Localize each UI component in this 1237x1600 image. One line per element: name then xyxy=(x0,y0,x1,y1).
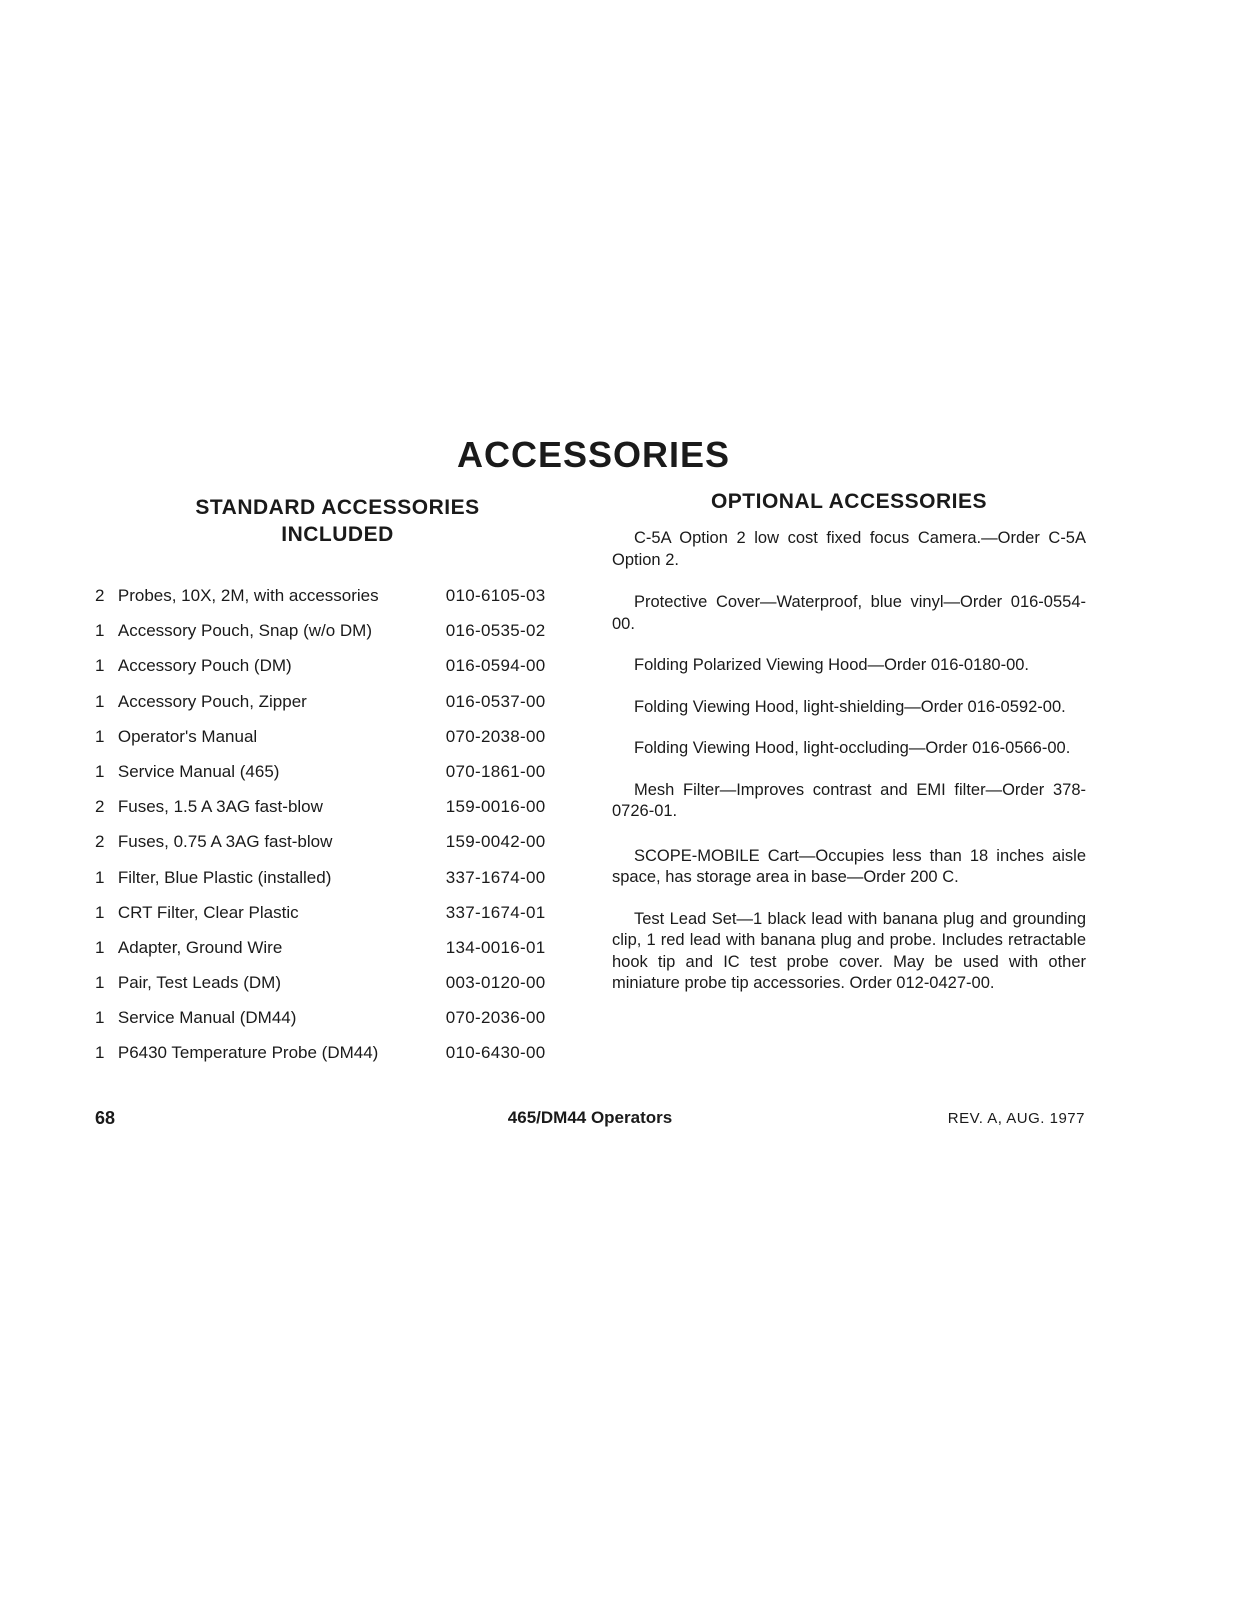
list-item xyxy=(95,1043,565,1078)
item-description: Accessory Pouch, Snap (w/o DM) xyxy=(117,621,373,641)
item-description: Fuses, 0.75 A 3AG fast-blow xyxy=(117,832,333,852)
list-item xyxy=(95,621,565,656)
list-item xyxy=(95,727,565,762)
item-part-number: 016-0535-02 xyxy=(445,621,546,641)
item-description: Fuses, 1.5 A 3AG fast-blow xyxy=(117,797,323,817)
item-quantity: 2 xyxy=(95,797,105,817)
list-item xyxy=(95,903,565,938)
item-part-number: 337-1674-01 xyxy=(445,902,546,922)
item-description: Adapter, Ground Wire xyxy=(117,937,283,957)
standard-accessories-list xyxy=(95,586,565,1079)
item-part-number: 070-2038-00 xyxy=(445,726,546,746)
item-quantity: 1 xyxy=(95,691,105,711)
item-part-number: 010-6105-03 xyxy=(445,586,546,605)
list-item xyxy=(95,797,565,832)
item-part-number: 159-0042-00 xyxy=(445,832,546,852)
list-item xyxy=(95,656,565,691)
list-item: SCOPE-MOBILE Cart—Occupies less than 18 inches aisle space, has storage area in base—Order 200 C. xyxy=(612,846,1086,886)
list-item xyxy=(95,586,565,621)
item-description: Probes, 10X, 2M, with accessories xyxy=(117,586,379,605)
item-part-number: 134-0016-01 xyxy=(445,937,546,957)
item-quantity: 1 xyxy=(95,1008,105,1028)
standard-heading-line2: INCLUDED xyxy=(281,523,394,546)
list-item: Protective Cover—Waterproof, blue vinyl—Order 016-0554-00. xyxy=(612,593,1086,633)
item-quantity: 2 xyxy=(95,586,105,605)
item-description: Service Manual (465) xyxy=(117,761,280,781)
item-quantity: 1 xyxy=(95,726,105,746)
list-item xyxy=(95,938,565,973)
list-item: Folding Viewing Hood, light-shielding—Order 016-0592-00. xyxy=(634,697,1066,716)
item-description: Accessory Pouch, Zipper xyxy=(117,691,307,711)
page-title: ACCESSORIES xyxy=(456,434,731,475)
item-description: Pair, Test Leads (DM) xyxy=(117,973,281,993)
list-item xyxy=(95,832,565,867)
item-quantity: 1 xyxy=(95,973,105,993)
item-part-number: 003-0120-00 xyxy=(445,973,546,993)
item-part-number: 016-0537-00 xyxy=(445,691,546,711)
item-description: Accessory Pouch (DM) xyxy=(117,656,292,676)
standard-heading-line1: STANDARD ACCESSORIES xyxy=(195,496,480,519)
list-item xyxy=(95,1008,565,1043)
list-item xyxy=(95,692,565,727)
list-item: C-5A Option 2 low cost fixed focus Camera.—Order C-5A Option 2. xyxy=(612,529,1086,569)
list-item xyxy=(95,973,565,1008)
item-part-number: 070-1861-00 xyxy=(445,761,546,781)
item-description: Filter, Blue Plastic (installed) xyxy=(117,867,332,887)
item-part-number: 337-1674-00 xyxy=(445,867,546,887)
item-quantity: 1 xyxy=(95,867,105,887)
list-item: Mesh Filter—Improves contrast and EMI filter—Order 378-0726-01. xyxy=(612,780,1086,820)
standard-accessories-heading xyxy=(140,494,535,548)
item-part-number: 159-0016-00 xyxy=(445,797,546,817)
item-quantity: 1 xyxy=(95,902,105,922)
item-quantity: 1 xyxy=(95,1043,105,1063)
footer-title: 465/DM44 Operators xyxy=(507,1108,673,1127)
page-number: 68 xyxy=(95,1108,116,1128)
item-part-number: 010-6430-00 xyxy=(445,1043,546,1063)
list-item: Folding Viewing Hood, light-occluding—Order 016-0566-00. xyxy=(634,739,1071,757)
item-quantity: 1 xyxy=(95,621,105,641)
item-part-number: 070-2036-00 xyxy=(445,1008,546,1028)
item-quantity: 2 xyxy=(95,832,105,852)
item-description: CRT Filter, Clear Plastic xyxy=(117,902,299,922)
item-description: Operator's Manual xyxy=(117,726,258,746)
item-quantity: 1 xyxy=(95,656,105,676)
list-item: Folding Polarized Viewing Hood—Order 016-0180-00. xyxy=(634,656,1030,674)
item-description: P6430 Temperature Probe (DM44) xyxy=(117,1043,379,1063)
item-part-number: 016-0594-00 xyxy=(445,656,546,676)
item-description: Service Manual (DM44) xyxy=(117,1008,297,1028)
list-item: Test Lead Set—1 black lead with banana plug and grounding clip, 1 red lead with banana plug and probe. Includes retractable hook tip and IC test probe cover. May be used with other miniature probe tip accessories. Order 012-0427-00. xyxy=(612,909,1086,992)
list-item xyxy=(95,868,565,903)
item-quantity: 1 xyxy=(95,761,105,781)
item-quantity: 1 xyxy=(95,937,105,957)
list-item xyxy=(95,762,565,797)
revision-label: REV. A, AUG. 1977 xyxy=(947,1110,1085,1127)
optional-accessories-heading: OPTIONAL ACCESSORIES xyxy=(710,490,988,513)
optional-accessories-list xyxy=(612,528,1086,995)
